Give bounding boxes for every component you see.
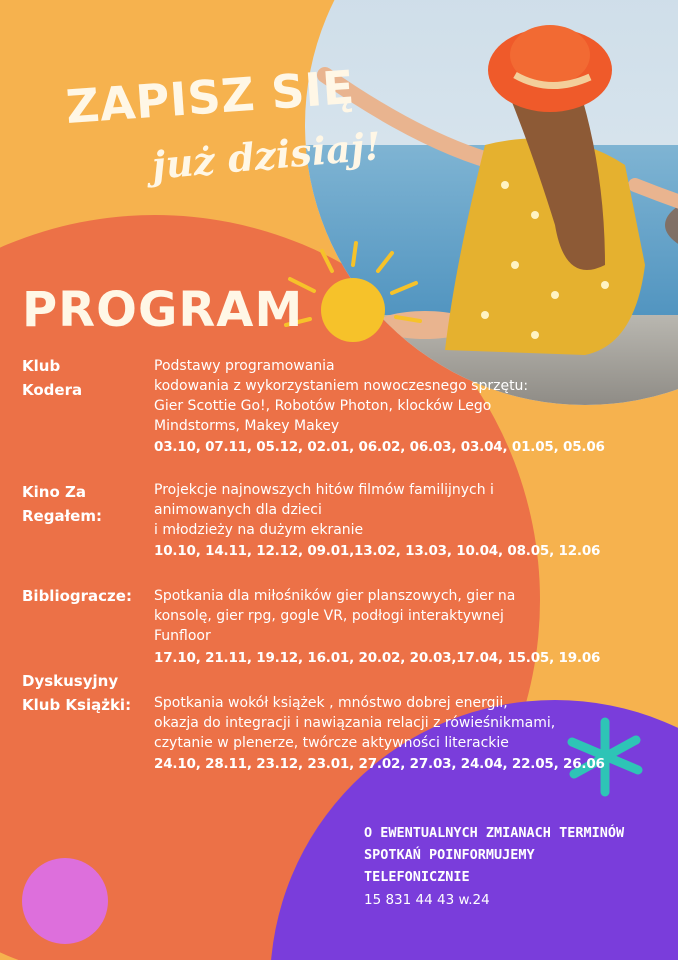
entry-label-bibliogracze: Bibliogracze:	[22, 587, 132, 605]
entry-dates-klub-kodera: 03.10, 07.11, 05.12, 02.01, 06.02, 06.03, 03.04, 01.05, 05.06	[154, 439, 605, 455]
entry-label-klub-kodera: Klub Kodera	[22, 357, 83, 399]
entry-description-kino-za-regalem: Projekcje najnowszych hitów filmów familijnych i animowanych dla dzieci i młodzieży na dużym ekranie	[154, 482, 494, 538]
program-title: PROGRAM	[22, 282, 304, 338]
headline: ZAPISZ SIĘ	[64, 59, 357, 134]
entry-description-dyskusyjny-klub-ksiazki: Spotkania wokół książek , mnóstwo dobrej energii, okazja do integracji i nawiązania relacji z rówieśnikmami, czytanie w plenerze, twórcze aktywności literackie	[154, 695, 556, 751]
entry-description-klub-kodera: Podstawy programowania kodowania z wykorzystaniem nowoczesnego sprzętu: Gier Scottie Go!, Robotów Photon, klocków Lego Mindstorms, Makey Makey	[154, 358, 529, 434]
subheadline: już dzisiaj!	[150, 123, 383, 188]
pink-decorative-circle	[22, 858, 108, 944]
entry-dates-dyskusyjny-klub-ksiazki: 24.10, 28.11, 23.12, 23.01, 27.02, 27.03, 24.04, 22.05, 26.06	[154, 756, 605, 772]
phone-number: 15 831 44 43 w.24	[364, 892, 490, 908]
entry-label-kino-za-regalem: Kino Za Regałem:	[22, 483, 102, 525]
schedule-change-notice: O EWENTUALNYCH ZMIANACH TERMINÓW SPOTKAŃ POINFORMUJEMY TELEFONICZNIE	[364, 825, 625, 885]
entry-label-dyskusyjny-klub-ksiazki: Dyskusyjny Klub Książki:	[22, 672, 132, 714]
entry-description-bibliogracze: Spotkania dla miłośników gier planszowych, gier na konsolę, gier rpg, gogle VR, podłogi interaktywnej Funfloor	[154, 588, 516, 644]
entry-dates-kino-za-regalem: 10.10, 14.11, 12.12, 09.01,13.02, 13.03, 10.04, 08.05, 12.06	[154, 543, 601, 559]
entry-dates-bibliogracze: 17.10, 21.11, 19.12, 16.01, 20.02, 20.03,17.04, 15.05, 19.06	[154, 650, 601, 666]
